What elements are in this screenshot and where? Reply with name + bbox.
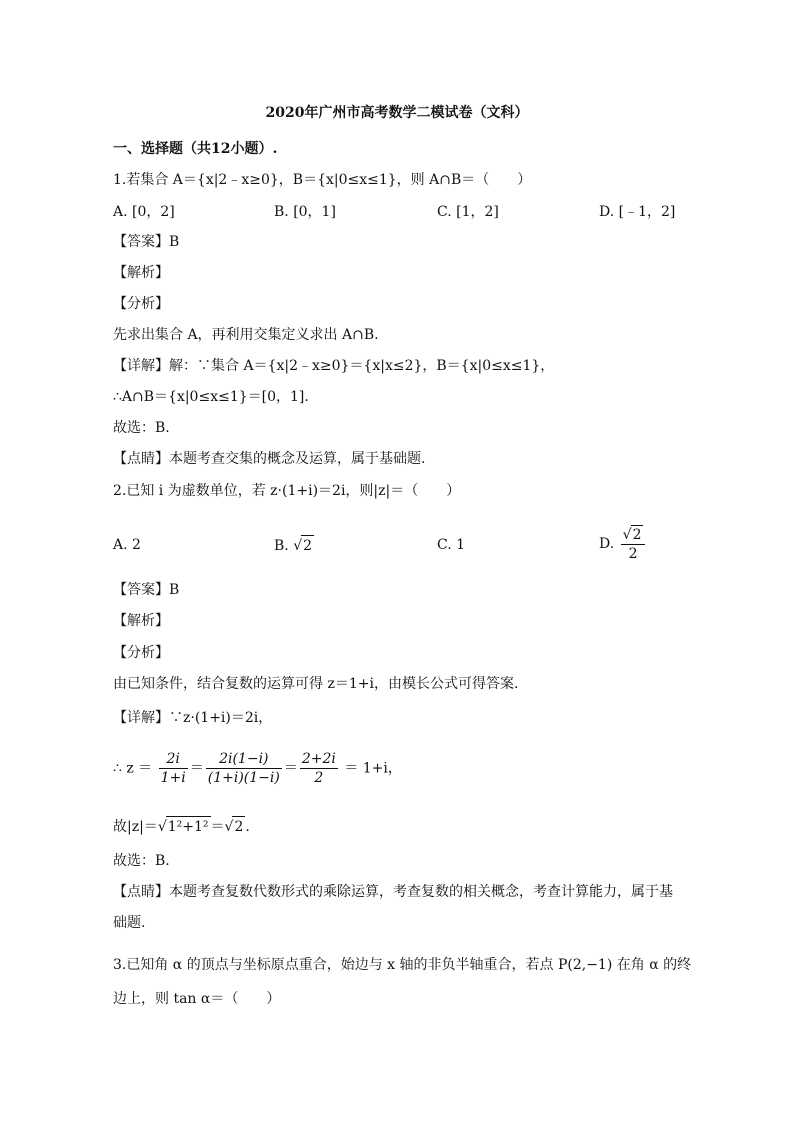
q2-option-d-numerator: 2 — [632, 527, 642, 543]
q2-comment-2: 础题. — [113, 915, 146, 931]
q2-fraction-2 — [206, 750, 282, 787]
q2-option-c: C. 1 — [437, 537, 466, 553]
q1-option-a: A. [0，2] — [113, 204, 175, 220]
q2-modulus: 故|z|＝√1²+1² ＝√2 . — [113, 816, 250, 837]
q2-jiexi-label: 【解析】 — [113, 613, 169, 629]
q2-fraction-3 — [300, 750, 338, 787]
q1-choose: 故选：B. — [113, 420, 170, 436]
q2-modulus-result: 2 — [232, 816, 245, 837]
q3-stem-2: 边上，则 tan α＝（ ） — [113, 991, 281, 1007]
q1-comment: 【点睛】本题考查交集的概念及运算，属于基础题. — [113, 451, 426, 467]
q2-derivation-suffix: ＝ 1+i， — [344, 760, 402, 777]
q1-jiexi-label: 【解析】 — [113, 265, 169, 281]
section-heading: 一、选择题（共12小题）. — [113, 141, 278, 157]
q2-option-a: A. 2 — [113, 537, 141, 553]
q3-stem-1: 3.已知角 α 的顶点与坐标原点重合，始边与 x 轴的非负半轴重合，若点 P(2,−1) 在角 α 的终 — [113, 957, 692, 973]
q2-detail-1: 【详解】∵z·(1+i)＝2i， — [113, 710, 273, 726]
q2-analysis: 由已知条件，结合复数的运算可得 z＝1+i，由模长公式可得答案. — [113, 676, 519, 692]
q2-option-b-label: B. — [274, 538, 289, 554]
q2-fenxi-label: 【分析】 — [113, 645, 169, 661]
q1-detail-1: 【详解】解：∵集合 A＝{x|2﹣x≥0}＝{x|x≤2}，B＝{x|0≤x≤1}， — [113, 358, 555, 374]
q2-stem: 2.已知 i 为虚数单位，若 z·(1+i)＝2i，则|z|＝（ ） — [113, 483, 461, 499]
q1-answer: 【答案】B — [113, 234, 180, 250]
q2-option-d-label: D. — [599, 536, 615, 552]
q1-option-d: D. [﹣1，2] — [599, 204, 676, 220]
q2-fraction-3-num: 2+2i — [301, 751, 336, 767]
q2-answer: 【答案】B — [113, 582, 180, 598]
page-title: 2020年广州市高考数学二模试卷（文科） — [265, 105, 529, 121]
q2-option-d — [599, 525, 647, 563]
q2-fraction-2-num: 2i(1−i) — [206, 750, 282, 769]
q2-modulus-equals: ＝ — [210, 819, 225, 835]
q2-comment-1: 【点睛】本题考查复数代数形式的乘除运算，考查复数的相关概念，考查计算能力，属于基 — [113, 884, 673, 900]
q2-choose: 故选：B. — [113, 853, 170, 869]
q1-detail-2: ∴A∩B＝{x|0≤x≤1}＝[0，1]. — [113, 389, 309, 405]
q2-option-b-radicand: 2 — [301, 535, 314, 556]
q1-option-c: C. [1，2] — [437, 204, 499, 220]
q2-modulus-end: . — [245, 819, 250, 835]
q2-fraction-1-den: 1+i — [160, 770, 186, 786]
q1-fenxi-label: 【分析】 — [113, 296, 169, 312]
q1-option-b: B. [0，1] — [274, 204, 336, 220]
q2-fraction-2-den: (1+i)(1−i) — [207, 770, 280, 786]
q2-option-d-fraction: $\frac{√2}{2}$ — [621, 525, 646, 563]
q2-fraction-1-num: 2i — [159, 750, 188, 769]
q2-fraction-1 — [159, 750, 188, 787]
q2-option-d-denominator: 2 — [628, 546, 638, 562]
q2-derivation: ∴ z ＝ $\frac{2i}{1+i}$ ＝ $\frac{2i(1-i)}{(1+i)(1-i)}$ ＝ $\frac{2+2i}{2}$ ＝ 1+i， — [113, 751, 402, 786]
q1-analysis: 先求出集合 A，再利用交集定义求出 A∩B. — [113, 327, 379, 343]
q2-derivation-prefix: ∴ z ＝ — [113, 760, 153, 777]
q2-modulus-prefix: 故|z|＝ — [113, 819, 158, 835]
q2-fraction-3-den: 2 — [314, 770, 324, 786]
q1-stem: 1.若集合 A＝{x|2﹣x≥0}，B＝{x|0≤x≤1}，则 A∩B＝（ ） — [113, 172, 532, 188]
q2-modulus-radicand: 1²+1² — [166, 816, 211, 837]
q2-option-b: B. √2 — [274, 535, 314, 556]
